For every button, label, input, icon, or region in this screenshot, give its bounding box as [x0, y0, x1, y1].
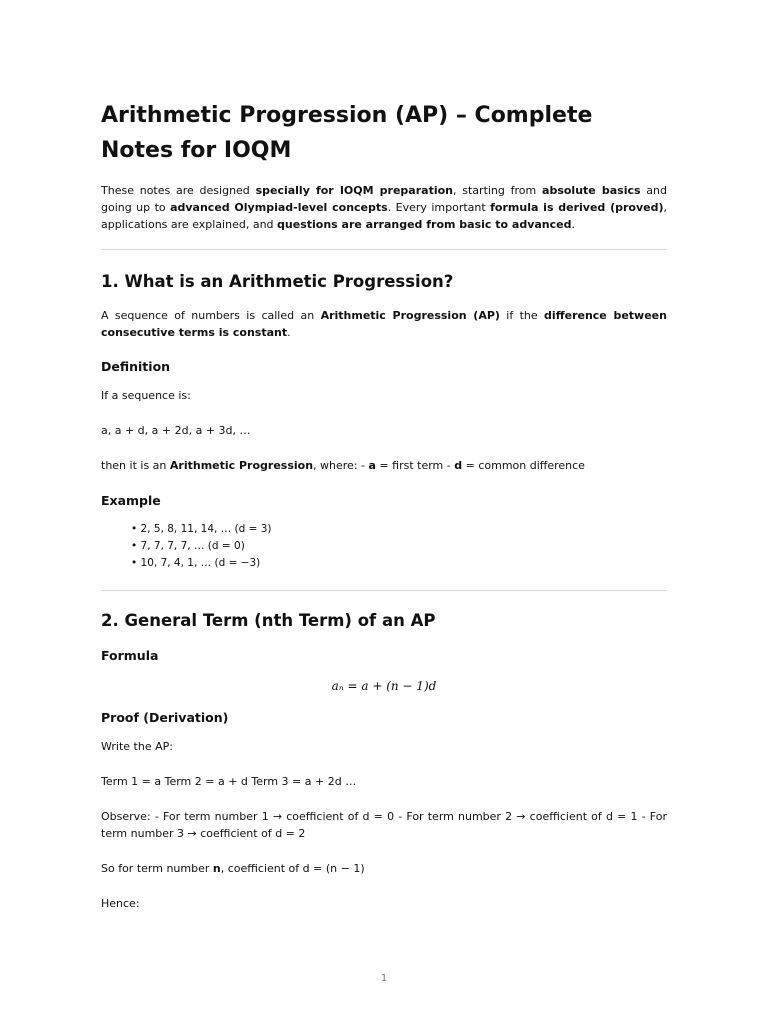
bold-text: advanced Olympiad-level concepts: [170, 201, 388, 214]
proof-hence: Hence:: [101, 897, 140, 910]
bold-text: absolute basics: [542, 184, 641, 197]
bold-text: n: [212, 862, 221, 875]
proof-terms: Term 1 = a Term 2 = a + d Term 3 = a + 2d …: [101, 775, 357, 788]
bold-text: specially for IOQM preparation: [255, 184, 453, 197]
definition-line: If a sequence is:: [101, 389, 191, 402]
text-run: .: [287, 326, 291, 339]
text-run: , where: -: [313, 459, 369, 472]
section-1-heading: 1. What is an Arithmetic Progression?: [101, 272, 454, 291]
bold-text: d: [454, 459, 463, 472]
bold-text: difference between consecutive terms is constant: [101, 309, 667, 339]
section-divider: [101, 249, 667, 250]
text-run: , starting from: [453, 184, 543, 197]
text-run: , applications are explained, and: [101, 201, 668, 231]
page-number: 1: [380, 973, 388, 984]
text-run: These notes are designed: [101, 184, 256, 197]
proof-observation: Observe: - For term number 1 → coefficient of d = 0 - For term number 2 → coefficient of d = 1 - For term number 3 → coefficient of d = 2: [101, 810, 667, 840]
formula-heading: Formula: [101, 648, 159, 663]
formula-text: aₙ = a + (n − 1)d: [331, 679, 437, 693]
text-run: , coefficient of d = (n − 1): [220, 862, 365, 875]
proof-conclusion: [101, 860, 667, 877]
document-page: [101, 98, 667, 912]
text-run: = first term -: [375, 459, 455, 472]
section-divider: [101, 590, 667, 591]
bold-text: Arithmetic Progression: [169, 459, 314, 472]
proof-heading: Proof (Derivation): [101, 710, 229, 725]
text-run: and going up to: [101, 184, 668, 214]
text-run: if the: [499, 309, 545, 322]
page-title: Arithmetic Progression (AP) – Complete Notes for IOQM: [101, 103, 593, 163]
section-2-heading: 2. General Term (nth Term) of an AP: [101, 611, 436, 630]
section-1-paragraph: [101, 307, 667, 341]
definition-sequence: a, a + d, a + 2d, a + 3d, …: [101, 424, 251, 437]
list-item: • 7, 7, 7, 7, … (d = 0): [131, 540, 245, 552]
bold-text: questions are arranged from basic to advanced: [277, 218, 572, 231]
bold-text: a: [368, 459, 376, 472]
text-run: So for term number: [101, 862, 213, 875]
text-run: A sequence of numbers is called an: [101, 309, 321, 322]
text-run: .: [571, 218, 575, 231]
nth-term-formula: [101, 677, 667, 695]
bold-text: Arithmetic Progression (AP): [320, 309, 500, 322]
definition-explanation: [101, 457, 667, 474]
proof-line: Write the AP:: [101, 740, 173, 753]
example-heading: Example: [101, 493, 161, 508]
bold-text: formula is derived (proved): [490, 201, 664, 214]
example-list: [101, 521, 667, 572]
intro-paragraph: [101, 182, 667, 233]
text-run: . Every important: [387, 201, 491, 214]
text-run: = common difference: [462, 459, 585, 472]
list-item: • 2, 5, 8, 11, 14, … (d = 3): [131, 523, 272, 535]
text-run: then it is an: [101, 459, 170, 472]
list-item: • 10, 7, 4, 1, … (d = −3): [131, 557, 261, 569]
definition-heading: Definition: [101, 359, 171, 374]
